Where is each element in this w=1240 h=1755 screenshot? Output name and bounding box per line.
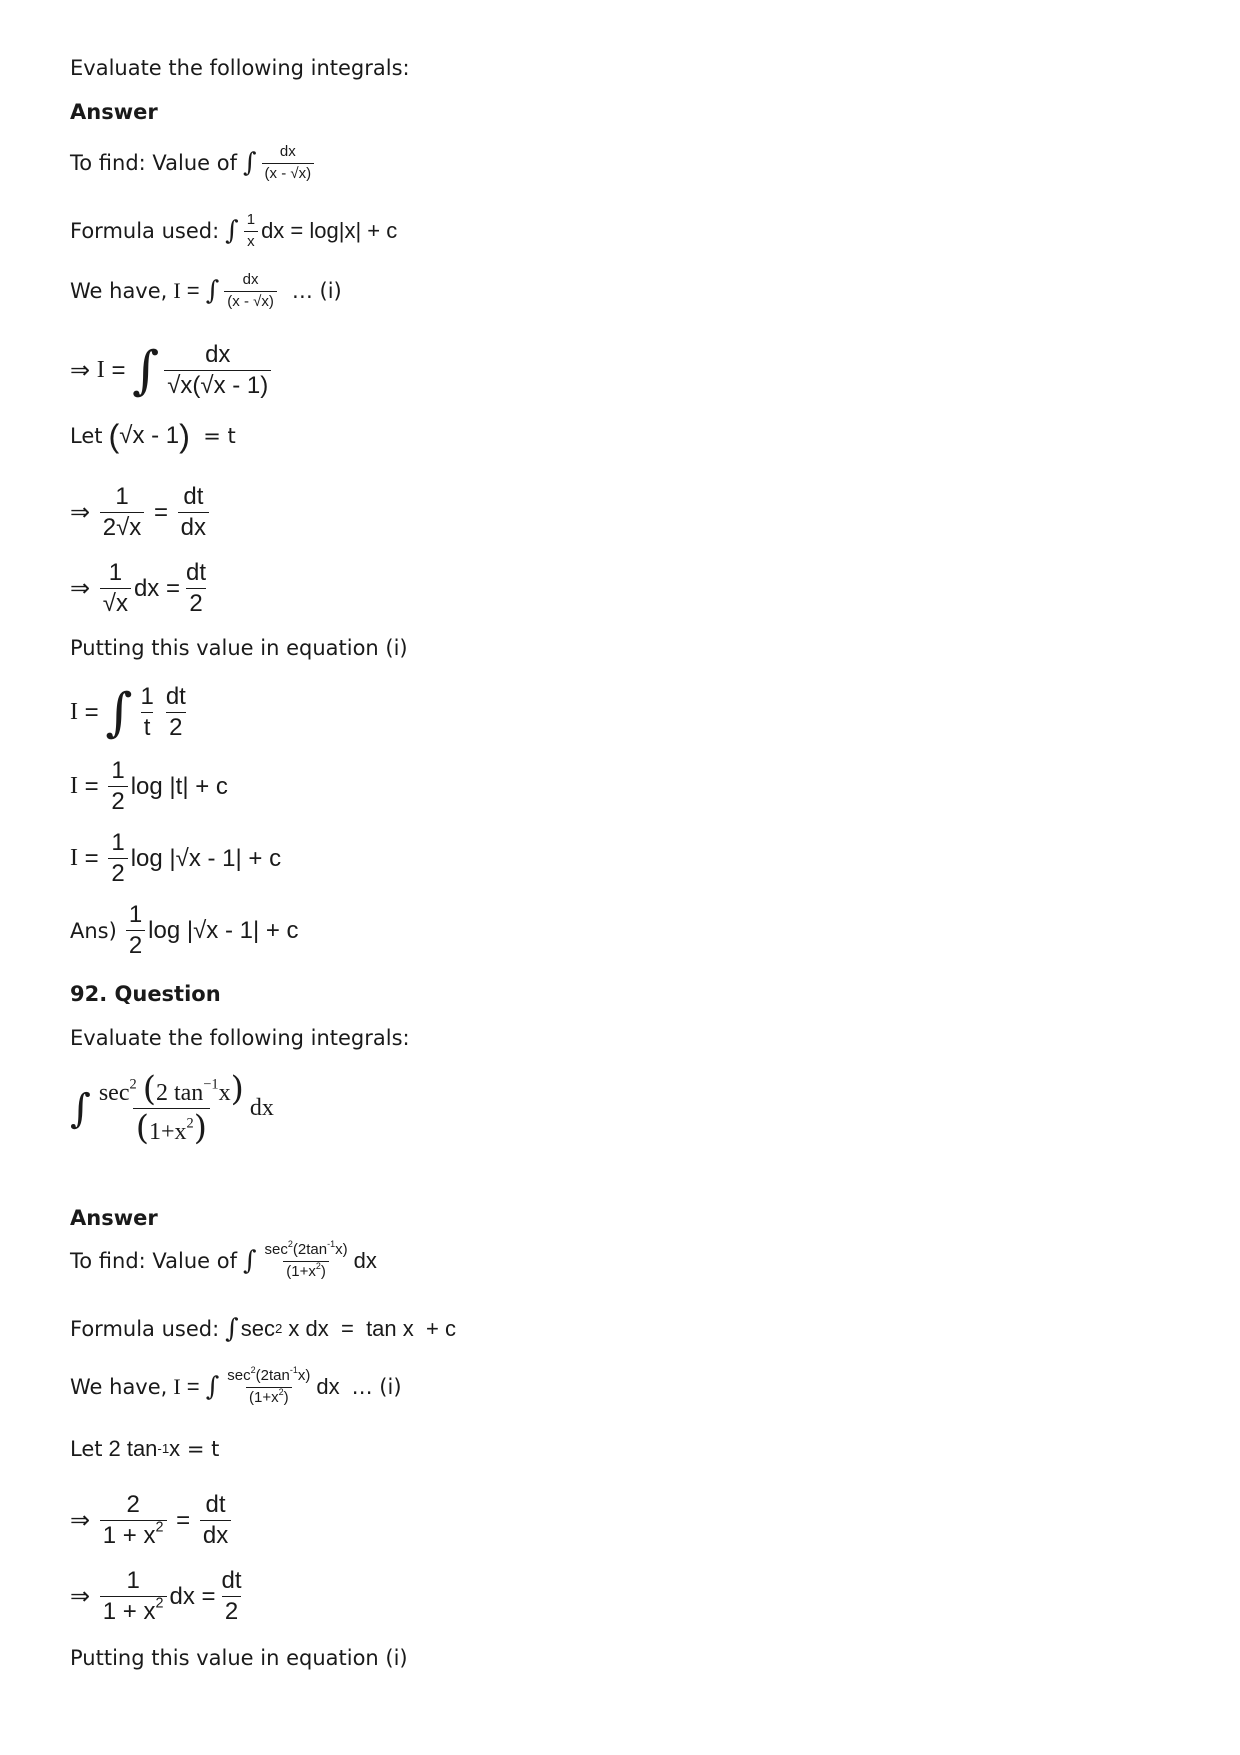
q2-heading: 92. Question: [70, 982, 221, 1006]
q1-ans-label: Ans): [70, 918, 117, 943]
q1-step-log-t-expression: I = $\frac{1}{2}$ log |t| + c: [70, 757, 228, 816]
q1-we-have-label: We have,: [70, 279, 168, 303]
q1-answer-heading-row: [70, 100, 158, 124]
q2-to-find-row: [70, 1238, 377, 1280]
q2-answer-heading-row: [70, 1206, 158, 1230]
q2-to-find-expression: ∫ $\frac{\sec^2(2\tan^{-1}x)}{(1+x^2)}$ dx: [243, 1238, 377, 1280]
q1-putting-row: [70, 636, 408, 660]
q1-formula-label: Formula used:: [70, 219, 220, 243]
q1-putting: Putting this value in equation (i): [70, 636, 408, 660]
q1-step-log-x: [70, 830, 281, 888]
q1-prompt-row: [70, 56, 410, 80]
q2-prompt: Evaluate the following integrals:: [70, 1026, 410, 1050]
q2-we-have-label: We have,: [70, 1375, 168, 1399]
q1-step-integral-t: [70, 684, 192, 742]
q1-step-substituted-expression: ⇒ I = ∫ $\frac{dx}{√x(√x - 1)}$: [70, 342, 274, 400]
q2-answer-heading: Answer: [70, 1206, 158, 1230]
q1-step-derivative-expression: ⇒ $\frac{1}{2√x}$ = $\frac{dt}{dx}$: [70, 484, 212, 542]
q2-step-dx: [70, 1568, 248, 1626]
q2-formula-label: Formula used:: [70, 1317, 220, 1341]
q1-we-have-row: [70, 272, 342, 310]
q2-step-derivative: [70, 1492, 234, 1550]
q2-prompt-row: [70, 1026, 410, 1050]
q2-to-find-label: To find: Value of: [70, 1249, 237, 1273]
q1-formula-row: [70, 212, 397, 250]
q1-ans-expression: $\frac{1}{2}$ log |√x - 1| + c: [123, 902, 299, 960]
q2-we-have-row: [70, 1364, 402, 1406]
q2-let-row: Let 2 tan -1 x = t: [70, 1436, 220, 1461]
q1-step-derivative: [70, 484, 212, 542]
q2-putting: Putting this value in equation (i): [70, 1646, 408, 1670]
q2-step-dx-expression: ⇒ $\frac{1}{1 + x^2}$ dx = $\frac{dt}{2}$: [70, 1567, 242, 1626]
q1-step-substituted: [70, 342, 274, 400]
q2-step-derivative-expression: ⇒ $\frac{2}{1 + x^2}$ = $\frac{dt}{dx}$: [70, 1492, 234, 1550]
q1-let-expression: ( √x - 1 ): [108, 418, 190, 454]
q1-eq-ref: … (i): [291, 279, 342, 303]
q1-let-label: Let: [70, 424, 103, 449]
q1-to-find-expression: ∫ $\frac{dx}{(x - √x)}$: [243, 144, 317, 182]
q2-heading-row: [70, 982, 221, 1006]
q1-formula-expression: ∫ $\frac{1}{x}$ dx = log|x| + c: [225, 211, 398, 250]
q1-step-dx: [70, 560, 212, 618]
q2-let-label: Let: [70, 1437, 103, 1461]
q1-step-log-t: [70, 758, 228, 816]
q2-problem-expression-row: [70, 1069, 274, 1149]
q1-prompt: Evaluate the following integrals:: [70, 56, 410, 80]
q1-step-integral-t-expression: I = ∫ $\frac{1}{t}$ $\frac{dt}{2}$: [70, 682, 186, 743]
q2-we-have-expression: I = ∫ $\frac{\sec^2(2\tan^{-1}x)}{(1+x^2)}$ dx: [173, 1364, 340, 1406]
q1-to-find-label: To find: Value of: [70, 151, 237, 175]
q1-step-dx-expression: ⇒ $\frac{1}{√x}$ dx = $\frac{dt}{2}$: [70, 559, 206, 618]
q1-we-have-expression: I = ∫ $\frac{dx}{(x - √x)}$: [173, 272, 280, 310]
q1-ans-row: [70, 902, 299, 960]
q1-answer-heading: Answer: [70, 100, 158, 124]
q1-step-log-x-expression: I = $\frac{1}{2}$ log |√x - 1| + c: [70, 829, 282, 888]
q2-formula-expression: ∫ sec 2 x dx = tan x + c: [225, 1314, 456, 1344]
q2-let-expression: 2 tan -1 x: [108, 1436, 181, 1461]
q1-to-find-row: [70, 144, 317, 182]
q2-problem-expression: ∫ $\frac{\sec^2 (2 \tan^{-1}x)}{(1+x^2)}$ dx: [70, 1069, 274, 1149]
q2-putting-row: [70, 1646, 408, 1670]
q2-eq-ref: … (i): [351, 1375, 402, 1399]
q2-formula-row: [70, 1314, 456, 1344]
q1-let-row: Let ( √x - 1 ) = t: [70, 418, 236, 454]
